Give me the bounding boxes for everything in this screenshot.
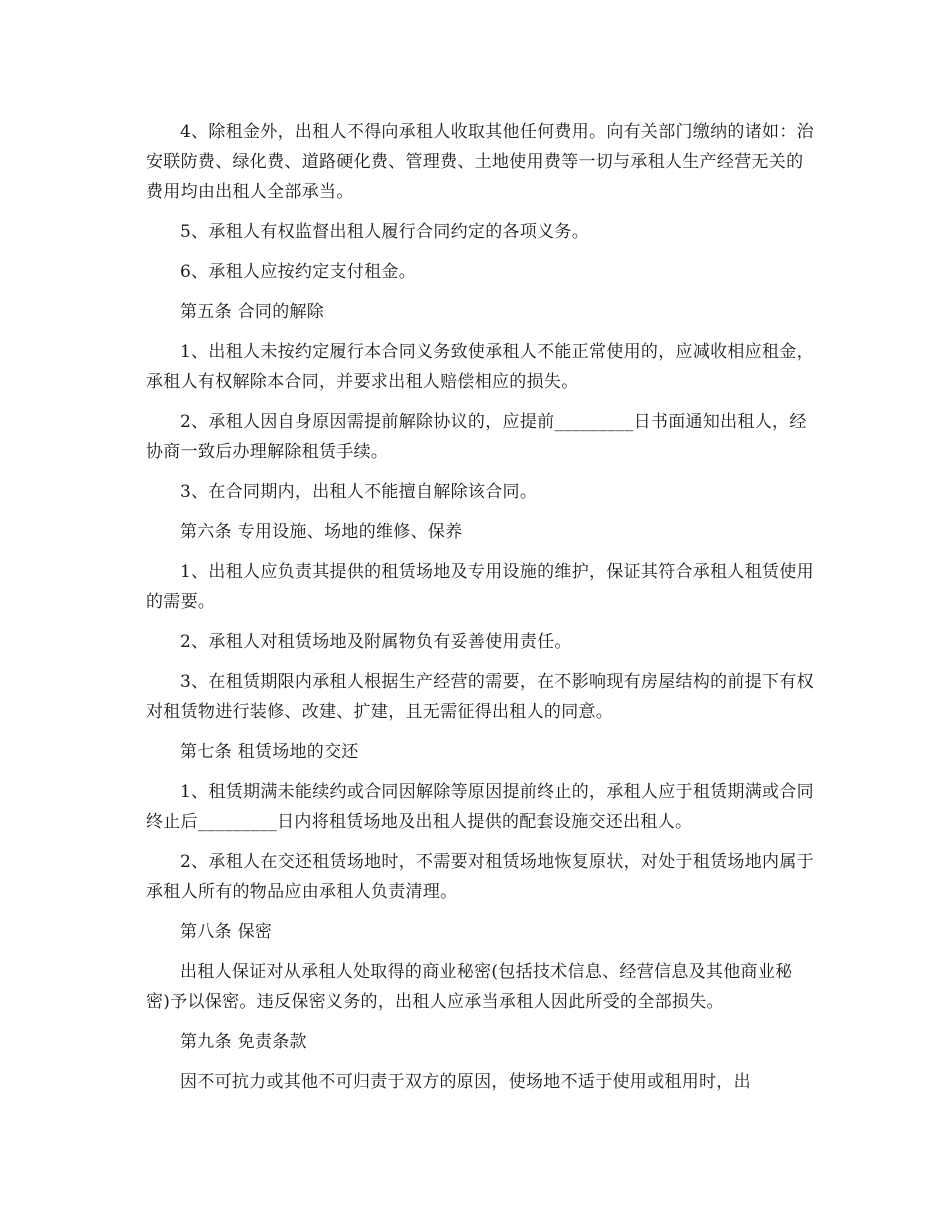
article-9-body: 因不可抗力或其他不可归责于双方的原因，使场地不适于使用或租用时，出 <box>180 1072 751 1092</box>
article-7-item-2: 2、承租人在交还租赁场地时，不需要对租赁场地恢复原状，对处于租赁场地内属于承租人所有的物品应由承租人负责清理。 <box>146 852 814 902</box>
article-6-heading: 第六条 专用设施、场地的维修、保养 <box>180 522 463 542</box>
clause-5-supervision: 5、承租人有权监督出租人履行合同约定的各项义务。 <box>180 222 590 242</box>
article-8-body: 出租人保证对从承租人处取得的商业秘密(包括技术信息、经营信息及其他商业秘密)予以保密。违反保密义务的，出租人应承当承租人因此所受的全部损失。 <box>146 962 793 1012</box>
document-body <box>146 117 816 1107</box>
article-5-item-2: 2、承租人因自身原因需提前解除协议的，应提前_________日书面通知出租人，经协商一致后办理解除租赁手续。 <box>146 412 807 462</box>
article-6-item-1: 1、出租人应负责其提供的租赁场地及专用设施的维护，保证其符合承租人租赁使用的需要。 <box>146 562 814 612</box>
clause-4-fees: 4、除租金外，出租人不得向承租人收取其他任何费用。向有关部门缴纳的诸如：治安联防费、绿化费、道路硬化费、管理费、土地使用费等一切与承租人生产经营无关的费用均由出租人全部承当。 <box>146 122 814 202</box>
article-6-item-2: 2、承租人对租赁场地及附属物负有妥善使用责任。 <box>180 632 572 652</box>
article-5-item-1: 1、出租人未按约定履行本合同义务致使承租人不能正常使用的，应减收相应租金，承租人有权解除本合同，并要求出租人赔偿相应的损失。 <box>146 342 814 392</box>
article-8-heading: 第八条 保密 <box>180 922 273 942</box>
clause-6-payment: 6、承租人应按约定支付租金。 <box>180 262 417 282</box>
article-7-heading: 第七条 租赁场地的交还 <box>180 742 359 762</box>
article-5-item-3: 3、在合同期内，出租人不能擅自解除该合同。 <box>180 482 538 502</box>
article-9-heading: 第九条 免责条款 <box>180 1032 307 1052</box>
article-7-item-1: 1、租赁期满未能续约或合同因解除等原因提前终止的，承租人应于租赁期满或合同终止后_________日内将租赁场地及出租人提供的配套设施交还出租人。 <box>146 782 814 832</box>
article-6-item-3: 3、在租赁期限内承租人根据生产经营的需要，在不影响现有房屋结构的前提下有权对租赁物进行装修、改建、扩建，且无需征得出租人的同意。 <box>146 672 814 722</box>
article-5-heading: 第五条 合同的解除 <box>180 302 325 322</box>
